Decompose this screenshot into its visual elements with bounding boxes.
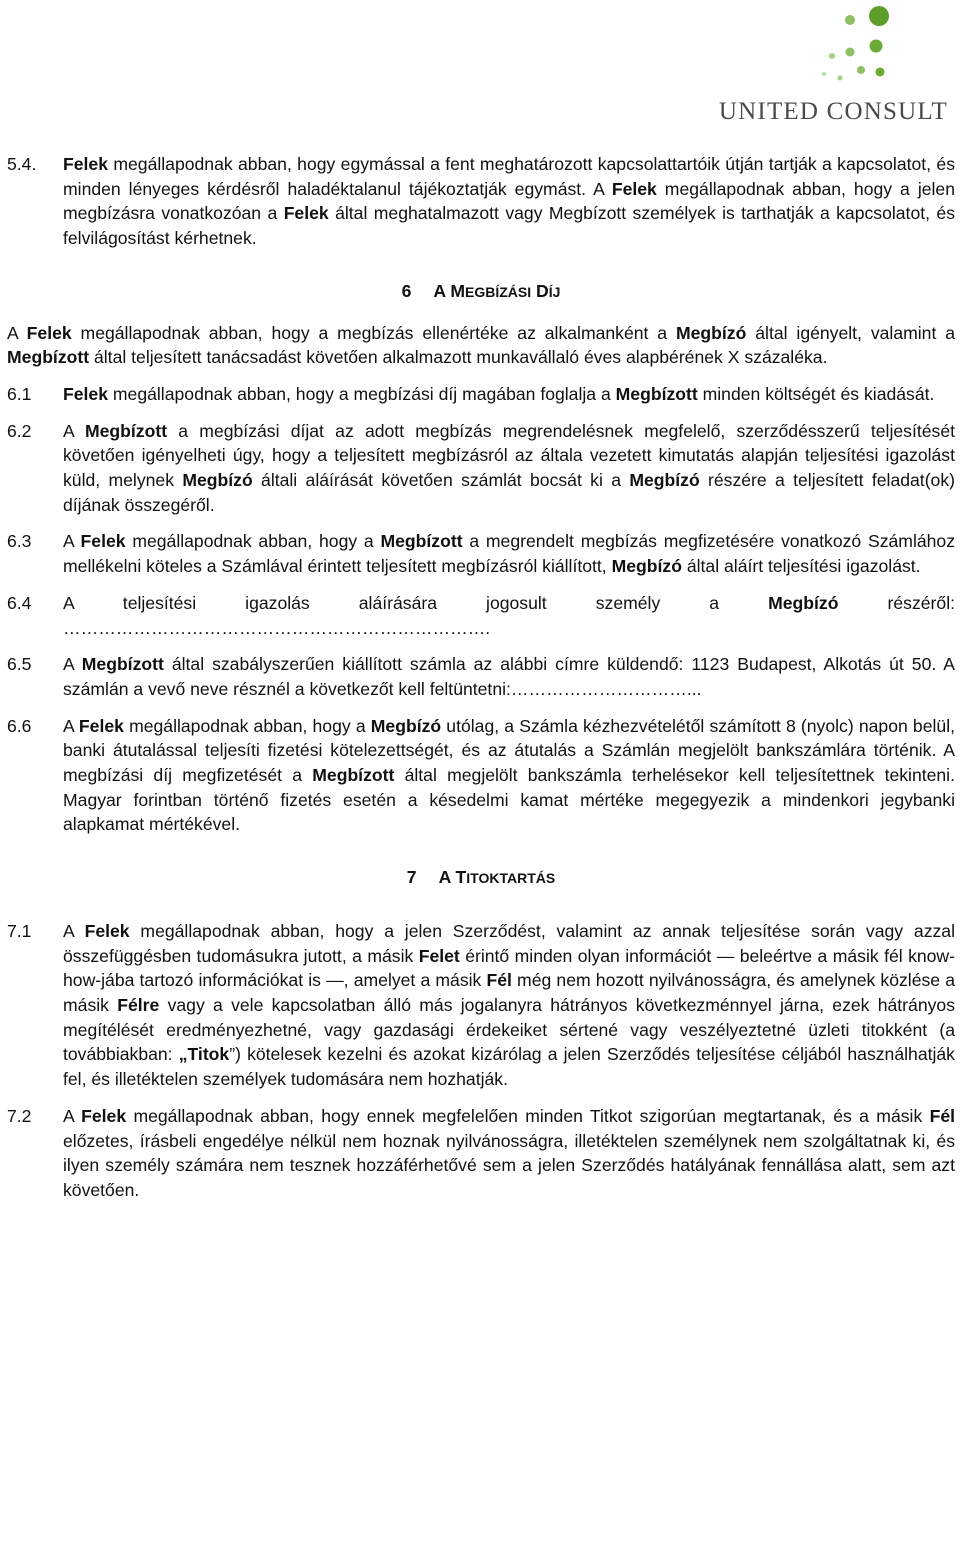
section-6-heading: 6 A MEGBÍZÁSI DÍJ (401, 280, 561, 301)
section-number: 6 (401, 280, 412, 301)
clause-text: A Felek megállapodnak abban, hogy a jelen Szerződést, valamint az annak teljesítése során vagy azzal összefüggésben tudomásukra jutott, a másik Felet érintő minden olyan információt ― beleértve a másik fél know-how-jába tartozó információkat is ―, amelyet a másik Fél még nem hozott nyilvánosságra, és amelynek közlése a másik Félre vagy a vele kapcsolatban álló más jogalanyra hátrányos következménnyel járna, ezek hátrányos megítélését eredményezhetné, vagy gazdasági érdekeiket sértené vagy veszélyeztetné üzleti titokként (a továbbiakban: „Titok”) kötelesek kezelni és azokat kizárólag a jelen Szerződés teljesítése céljából használhatják fel, és illetéktelen személyek tudomására nem hozhatják. (63, 920, 955, 1090)
clause-text: A Megbízott által szabályszerűen kiállított számla az alábbi címre küldendő: 1123 Budapest, Alkotás út 50. A számlán a vevő neve résznél a következőt kell feltüntetni:…………………………... (63, 654, 955, 699)
clause-number: 5.4. (7, 154, 37, 174)
clause-7-2 (7, 1104, 955, 1203)
clause-number: 7.2 (7, 1105, 32, 1126)
clause-6-4 (7, 591, 955, 640)
clause-6-6 (7, 714, 955, 838)
clause-text: A teljesítési igazolás aláírására jogosult személy a Megbízó részéről: ………………………………………………………………. (63, 592, 955, 638)
clause-number: 7.1 (7, 920, 32, 941)
clause-5-4 (7, 152, 955, 251)
clause-text: A Felek megállapodnak abban, hogy ennek megfelelően minden Titkot szigorúan megtartanak, és a másik Fél előzetes, írásbeli engedélye nélkül nem hoznak nyilvánosságra, illetéktelen személynek nem szolgáltatnak ki, és ilyen személy számára nem tesznek hozzáférhetővé sem a jelen Szerződés hatályának fennállása alatt, sem azt követően. (63, 1105, 955, 1200)
clause-text: Felek megállapodnak abban, hogy egymással a fent meghatározott kapcsolattartóik útján tartják a kapcsolatot, és minden lényeges kérdésről haladéktalanul tájékoztatják egymást. A Felek megállapodnak abban, hogy a jelen megbízásra vonatkozóan a Felek által meghatalmazott vagy Megbízott személyek is tarthatják a kapcsolatot, és felvilágosítást kérhetnek. (63, 154, 955, 249)
clause-6-2 (7, 419, 955, 518)
section-6-intro: A Felek megállapodnak abban, hogy a megbízás ellenértéke az alkalmanként a Megbízó által igényelt, valamint a Megbízott által teljesített tanácsadást követően alkalmazott munkavállaló éves alapbérének X százaléka. (7, 322, 956, 368)
clause-text: A Felek megállapodnak abban, hogy a Megbízott a megrendelt megbízás megfizetésére vonatkozó Számlához mellékelni köteles a Számlával érintett teljesített megbízásról kiállított, Megbízó által aláírt teljesítési igazolást. (63, 531, 956, 577)
section-7-clauses (7, 907, 955, 1203)
section-7-heading: 7 A TITOKTARTÁS (406, 867, 556, 888)
clause-text: Felek megállapodnak abban, hogy a megbízási díj magában foglalja a Megbízott minden költségét és kiadását. (63, 383, 935, 404)
clause-number: 6.4 (7, 592, 32, 613)
section-number: 7 (406, 867, 417, 888)
logo-dots-icon (752, 0, 952, 100)
clause-6-3 (7, 529, 955, 578)
logo-text: UNITED CONSULT (718, 98, 948, 125)
section-6-clauses (7, 370, 955, 837)
clause-number: 6.2 (7, 420, 32, 441)
clause-6-5 (7, 652, 955, 701)
document-page (7, 152, 955, 1203)
united-consult-logo (712, 0, 952, 128)
clause-6-1 (7, 382, 955, 407)
clause-text: A Megbízott a megbízási díjat az adott megbízás megrendelésnek megfelelő, szerződésszerű teljesítését követően igényelheti úgy, hogy a teljesített megbízásról az általa vezetett kimutatás alapján teljesítési igazolást küld, melynek Megbízó általi aláírását követően számlát bocsát ki a Megbízó részére a teljesített feladat(ok) díjának összegéről. (63, 420, 955, 515)
clause-number: 6.3 (7, 531, 32, 552)
clause-text: A Felek megállapodnak abban, hogy a Megbízó utólag, a Számla kézhezvételétől számított 8 (nyolc) napon belül, banki átutalással teljesíti fizetési kötelezettségét, és az átutalás a Számlán megjelölt bankszámlára történik. A megbízási díj megfizetését a Megbízott által megjelölt bankszámla terhelésekor kell teljesítettnek tekinteni. Magyar forintban történő fizetés esetén a késedelmi kamat mértéke megegyezik a mindenkori jegybanki alapkamat mértékével. (63, 715, 955, 835)
clause-7-1 (7, 919, 955, 1092)
clause-number: 6.1 (7, 383, 32, 404)
clause-number: 6.5 (7, 654, 32, 675)
clause-number: 6.6 (7, 715, 32, 736)
